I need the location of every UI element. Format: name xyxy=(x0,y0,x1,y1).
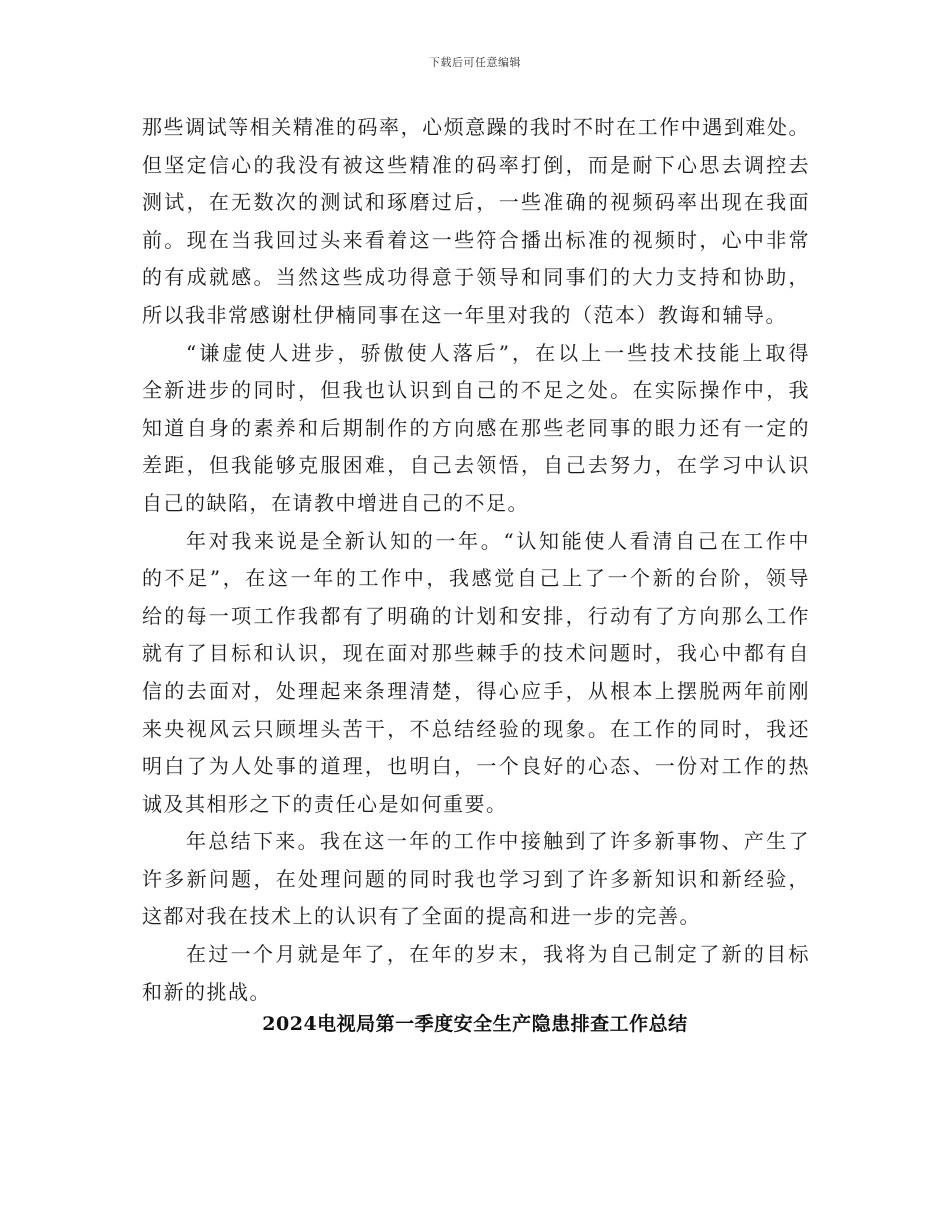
text-line: 全新进步的同时，但我也认识到自己的不足之处。在实际操作中，我 xyxy=(142,378,810,403)
paragraph xyxy=(142,523,810,824)
text-line: 前。现在当我回过头来看着这一些符合播出标准的视频时，心中非常 xyxy=(142,227,810,252)
text-line: 信的去面对，处理起来条理清楚，得心应手，从根本上摆脱两年前刚 xyxy=(142,678,810,703)
text-line: 那些调试等相关精准的码率，心烦意躁的我时不时在工作中遇到难处。 xyxy=(142,115,810,139)
text-line: 知道自身的素养和后期制作的方向感在那些老同事的眼力还有一定的 xyxy=(142,415,810,440)
text-line: 差距，但我能够克服困难，自己去领悟，自己去努力，在学习中认识 xyxy=(142,453,810,478)
document-title: 2024电视局第一季度安全生产隐患排查工作总结 xyxy=(262,1013,688,1035)
page-header: 下载后可任意编辑 xyxy=(429,56,521,69)
text-line: 自己的缺陷，在请教中增进自己的不足。 xyxy=(142,490,529,515)
text-line: 在过一个月就是年了，在年的岁末，我将为自己制定了新的目标 xyxy=(186,942,810,967)
text-line: 的不足”，在这一年的工作中，我感觉自己上了一个新的台阶，领导 xyxy=(142,566,810,591)
text-line: 给的每一项工作我都有了明确的计划和安排，行动有了方向那么工作 xyxy=(142,603,810,628)
text-line: 明白了为人处事的道理，也明白，一个良好的心态、一份对工作的热 xyxy=(142,754,810,779)
text-line: 但坚定信心的我没有被这些精准的码率打倒，而是耐下心思去调控去 xyxy=(142,152,810,177)
text-line: 年对我来说是全新认知的一年。“认知能使人看清自己在工作中 xyxy=(186,528,810,553)
paragraph xyxy=(142,335,810,523)
text-line: 和新的挑战。 xyxy=(142,979,271,1004)
paragraph xyxy=(142,109,810,335)
paragraph xyxy=(142,823,810,936)
text-line: 所以我非常感谢杜伊楠同事在这一年里对我的（范本）教诲和辅导。 xyxy=(142,302,787,327)
text-line: 许多新问题，在处理问题的同时我也学习到了许多新知识和新经验， xyxy=(142,866,810,891)
document-body xyxy=(142,109,810,1011)
text-line: 诚及其相形之下的责任心是如何重要。 xyxy=(142,791,508,816)
text-line: 测试，在无数次的测试和琢磨过后，一些准确的视频码率出现在我面 xyxy=(142,190,810,215)
text-line: 来央视风云只顾埋头苦干，不总结经验的现象。在工作的同时，我还 xyxy=(142,716,810,741)
text-line: 年总结下来。我在这一年的工作中接触到了许多新事物、产生了 xyxy=(186,829,810,854)
text-line: 这都对我在技术上的认识有了全面的提高和进一步的完善。 xyxy=(142,904,701,929)
text-line: “谦虚使人进步，骄傲使人落后”，在以上一些技术技能上取得 xyxy=(186,340,810,365)
text-line: 就有了目标和认识，现在面对那些棘手的技术问题时，我心中都有自 xyxy=(142,641,810,666)
text-line: 的有成就感。当然这些成功得意于领导和同事们的大力支持和协助， xyxy=(142,265,810,290)
paragraph xyxy=(142,936,810,1011)
